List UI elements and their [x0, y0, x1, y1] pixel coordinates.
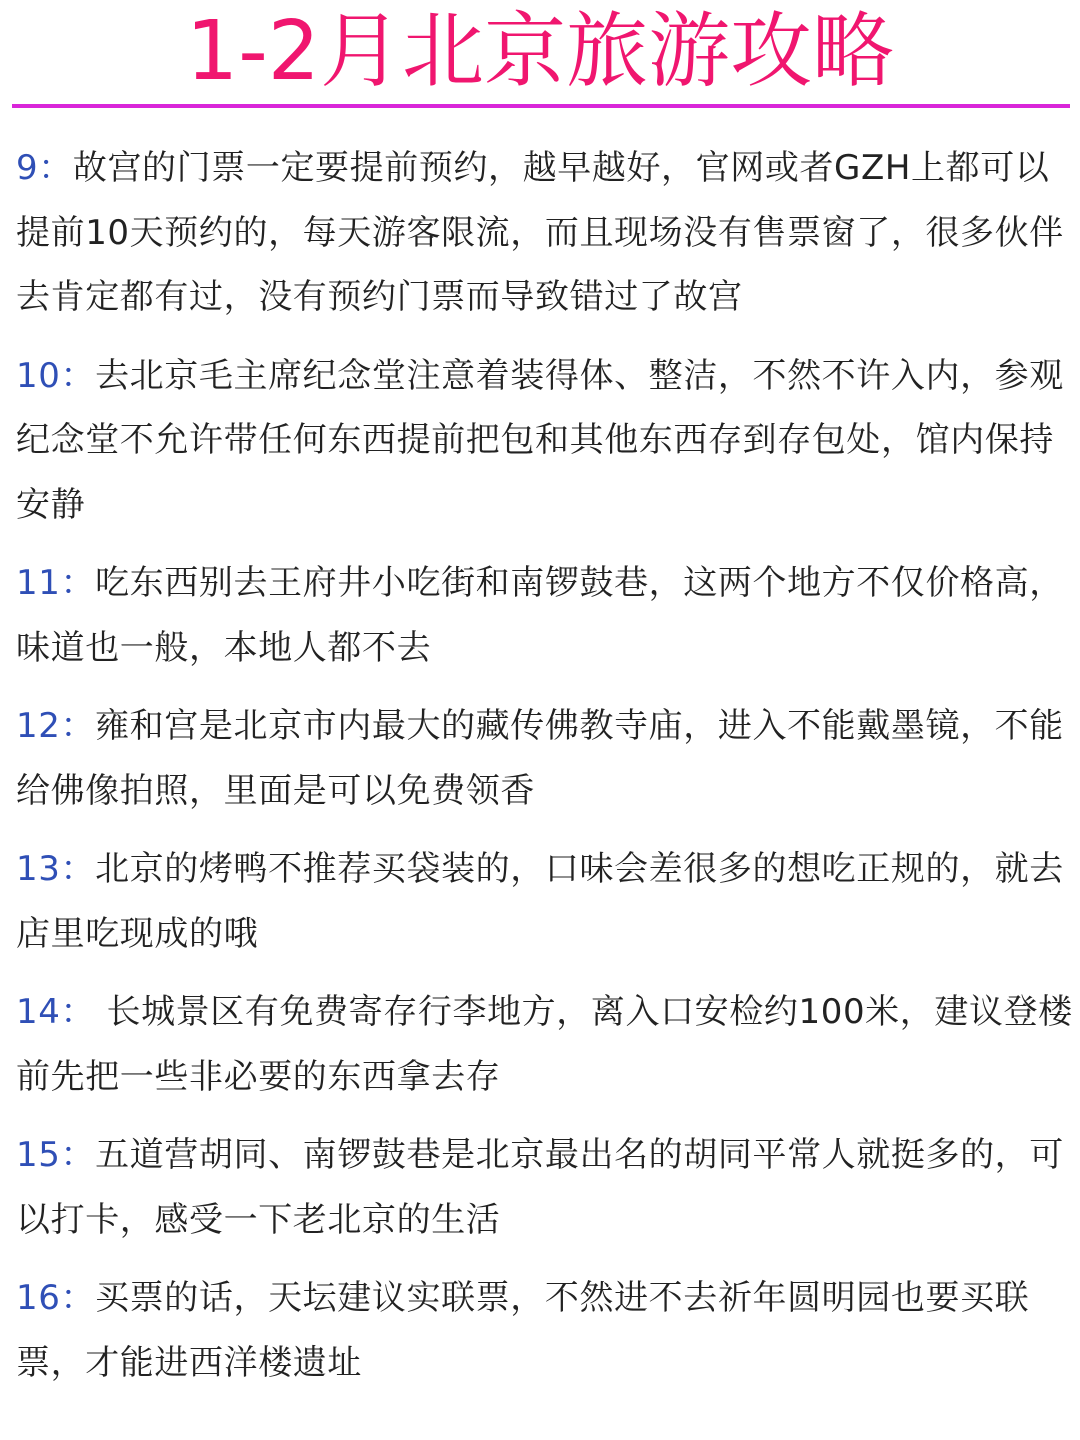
- tip-number: 10：: [16, 355, 96, 396]
- tip-item: [16, 1123, 1076, 1252]
- tip-number: 9：: [16, 148, 73, 188]
- tip-item: [16, 837, 1076, 966]
- tip-item: [16, 694, 1076, 823]
- tip-item: [16, 136, 1076, 330]
- tip-text: 长城景区有免费寄存行李地方，离入口安检约100米，建议登楼前先把一些非必要的东西拿去存: [16, 992, 1073, 1097]
- tip-text: 吃东西别去王府井小吃街和南锣鼓巷，这两个地方不仅价格高，味道也一般，本地人都不去: [16, 563, 1064, 668]
- tip-text: 买票的话，天坛建议实联票，不然进不去祈年圆明园也要买联票，才能进西洋楼遗址: [16, 1278, 1030, 1383]
- tip-number: 14：: [16, 992, 96, 1032]
- tip-text: 去北京毛主席纪念堂注意着装得体、整洁，不然不许入内，参观纪念堂不允许带任何东西提前把包和其他东西存到存包处，馆内保持安静: [16, 355, 1064, 525]
- tip-text: 北京的烤鸭不推荐买袋装的，口味会差很多的想吃正规的，就去店里吃现成的哦: [16, 849, 1064, 954]
- tips-list: [16, 136, 1076, 1409]
- tip-text: 故宫的门票一定要提前预约，越早越好，官网或者GZH上都可以提前10天预约的，每天游客限流，而且现场没有售票窗了，很多伙伴去肯定都有过，没有预约门票而导致错过了故宫: [16, 148, 1064, 317]
- title-divider: [12, 104, 1070, 108]
- tip-number: 15：: [16, 1135, 96, 1175]
- tip-item: [16, 551, 1076, 680]
- tip-item: [16, 344, 1076, 538]
- page-title: 1-2月北京旅游攻略: [186, 4, 894, 99]
- tip-number: 12：: [16, 706, 96, 746]
- tip-item: [16, 980, 1076, 1109]
- tip-item: [16, 1266, 1076, 1395]
- tip-text: 五道营胡同、南锣鼓巷是北京最出名的胡同平常人就挺多的，可以打卡，感受一下老北京的生活: [16, 1135, 1064, 1240]
- tip-number: 16：: [16, 1278, 96, 1318]
- tip-number: 11：: [16, 563, 96, 603]
- tip-number: 13：: [16, 849, 96, 889]
- tip-text: 雍和宫是北京市内最大的藏传佛教寺庙，进入不能戴墨镜，不能给佛像拍照，里面是可以免费领香: [16, 706, 1064, 811]
